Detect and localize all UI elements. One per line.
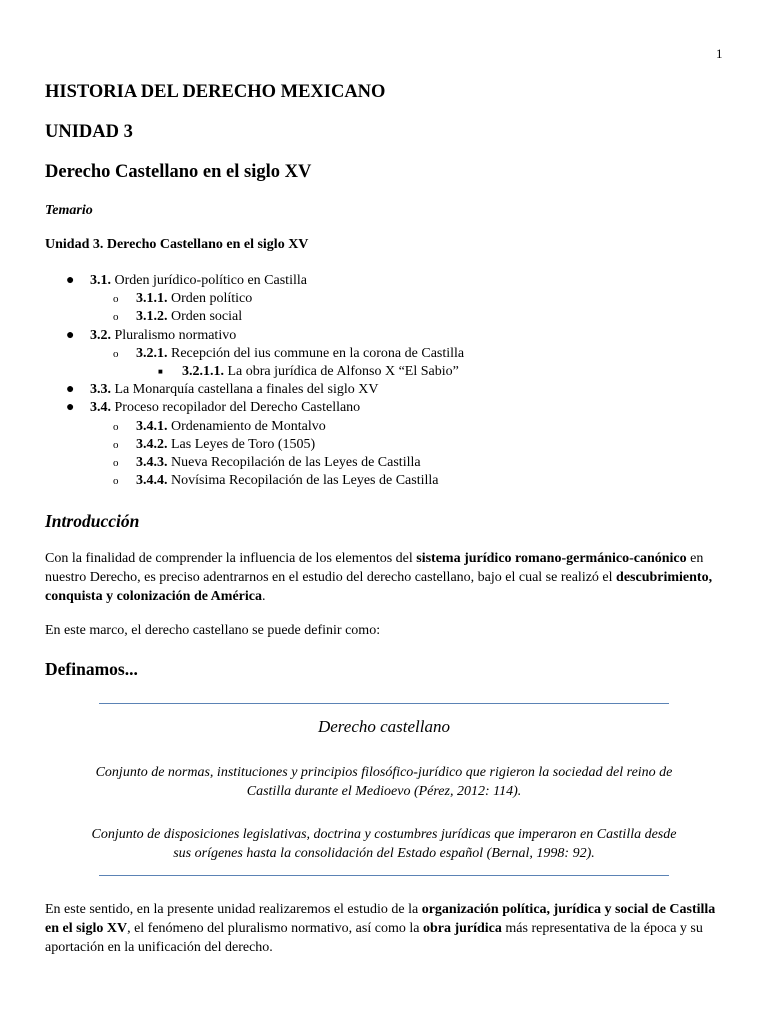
filled-bullet-icon: ●: [66, 382, 75, 398]
toc-item-text: Orden social: [167, 309, 243, 325]
toc-item-text: Orden jurídico-político en Castilla: [111, 273, 307, 288]
definition-title: Derecho castellano: [317, 717, 451, 736]
toc-item: [0, 454, 768, 472]
toc-item: [0, 308, 768, 326]
toc-item: [0, 399, 768, 417]
toc-item: [0, 345, 768, 363]
toc-item-text: Novísima Recopilación de las Leyes de Castilla: [167, 473, 439, 489]
toc-item-text: Ordenamiento de Montalvo: [167, 418, 326, 434]
toc-item: [0, 436, 768, 454]
page-number: 1: [716, 46, 723, 61]
toc-item: [0, 418, 768, 436]
filled-bullet-icon: ●: [66, 400, 75, 416]
toc-item-text: Orden político: [167, 291, 253, 307]
toc-item-number: 3.4.2.: [136, 436, 168, 452]
framework-paragraph: En este marco, el derecho castellano se puede definir como:: [45, 623, 381, 638]
filled-bullet-icon: ●: [66, 327, 75, 343]
temario-label: Temario: [45, 203, 93, 218]
hollow-bullet-icon: o: [113, 456, 119, 469]
toc-item-text: Las Leyes de Toro (1505): [167, 436, 316, 452]
document-title: HISTORIA DEL DERECHO MEXICANO: [45, 82, 386, 102]
paragraph-text: .: [262, 589, 266, 604]
toc-item: [0, 290, 768, 308]
square-bullet-icon: ■: [158, 366, 163, 376]
hollow-bullet-icon: o: [113, 311, 119, 324]
toc-item: [0, 272, 768, 290]
toc-item-text: Pluralismo normativo: [111, 327, 237, 343]
hollow-bullet-icon: o: [113, 347, 119, 360]
toc-item-text: Nueva Recopilación de las Leyes de Castilla: [167, 454, 421, 470]
filled-bullet-icon: ●: [66, 273, 75, 288]
toc-unit-line: Unidad 3. Derecho Castellano en el siglo XV: [45, 237, 309, 252]
toc-item-number: 3.4.1.: [136, 418, 168, 434]
hollow-bullet-icon: o: [113, 293, 119, 306]
unit-heading: UNIDAD 3: [45, 122, 133, 142]
bold-term: descubrimiento, conquista y colonización de América: [45, 570, 713, 604]
toc-item-number: 3.2.1.: [136, 345, 168, 361]
divider-line: [99, 703, 669, 704]
paragraph-text: , el fenómeno del pluralismo normativo, así como la: [127, 921, 423, 936]
toc-item-number: 3.1.2.: [136, 309, 168, 325]
toc-item-number: 3.3.: [90, 382, 111, 398]
unit-subtitle: Derecho Castellano en el siglo XV: [45, 162, 312, 182]
paragraph-text: en nuestro Derecho, es preciso adentrarnos en el estudio del derecho castellano, bajo el cual se realizó el: [45, 551, 704, 585]
toc-item-text: Recepción del ius commune en la corona de Castilla: [167, 345, 465, 361]
closing-paragraph: [45, 900, 723, 957]
toc-item-number: 3.1.1.: [136, 291, 168, 307]
bold-term: organización política, jurídica y social de Castilla en el siglo XV: [45, 902, 716, 936]
toc-item: [0, 472, 768, 490]
toc-item-number: 3.1.: [90, 273, 111, 288]
toc-item-number: 3.4.3.: [136, 454, 168, 470]
paragraph-text: En este sentido, en la presente unidad realizaremos el estudio de la: [45, 902, 422, 917]
bold-term: obra jurídica: [422, 921, 502, 936]
divider-line: [99, 875, 669, 876]
bold-term: sistema jurídico romano-germánico-canónico: [416, 551, 687, 566]
hollow-bullet-icon: o: [113, 438, 119, 451]
introduction-paragraph: [45, 549, 723, 606]
toc-item: [0, 363, 768, 381]
toc-item-number: 3.2.1.1.: [182, 363, 224, 379]
hollow-bullet-icon: o: [113, 420, 119, 433]
toc-item-number: 3.4.: [90, 400, 111, 416]
toc-item: [0, 381, 768, 399]
toc-item: [0, 327, 768, 345]
table-of-contents: [0, 272, 768, 490]
toc-item-text: La Monarquía castellana a finales del siglo XV: [111, 382, 379, 398]
hollow-bullet-icon: o: [113, 475, 119, 488]
definitions-heading: Definamos...: [45, 659, 138, 679]
introduction-heading: Introducción: [45, 511, 140, 531]
toc-item-text: La obra jurídica de Alfonso X “El Sabio”: [224, 363, 459, 379]
definition-text: Conjunto de disposiciones legislativas, doctrina y costumbres jurídicas que imperaron en Castilla desde sus orígenes hasta la consolidación del Estado español (Bernal, 1998: 92).: [91, 827, 677, 861]
paragraph-text: más representativa de la época y su aportación en la unificación del derecho.: [45, 921, 703, 955]
toc-item-number: 3.4.4.: [136, 473, 168, 489]
toc-item-text: Proceso recopilador del Derecho Castellano: [111, 400, 361, 416]
definition-text: Conjunto de normas, instituciones y principios filosófico-jurídico que rigieron la sociedad del reino de Castilla durante el Medioevo (Pérez, 2012: 114).: [95, 765, 673, 799]
paragraph-text: Con la finalidad de comprender la influencia de los elementos del: [45, 551, 417, 566]
toc-item-number: 3.2.: [90, 327, 111, 343]
